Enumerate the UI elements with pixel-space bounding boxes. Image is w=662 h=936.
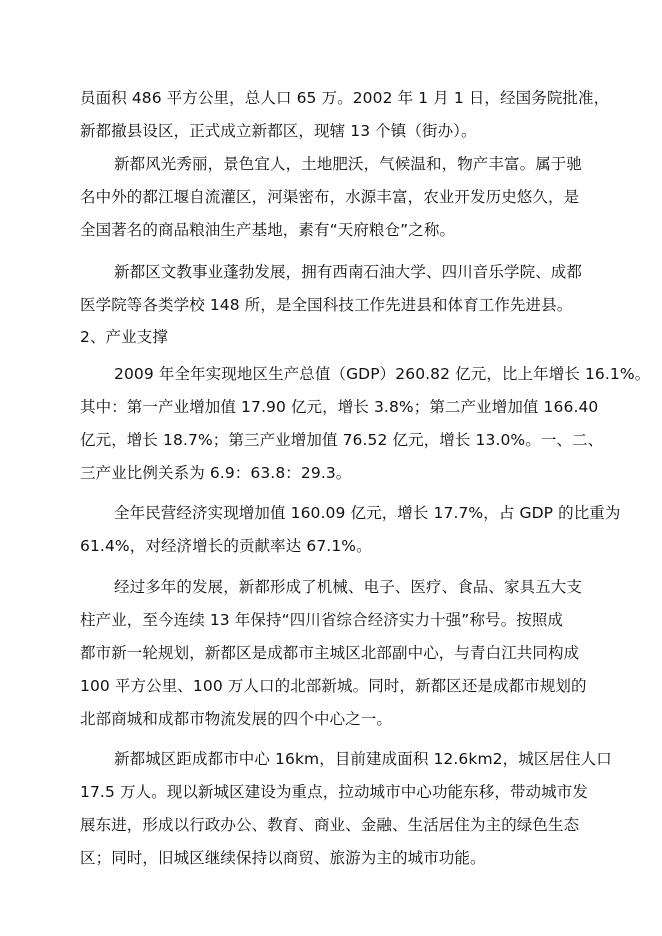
text-line: 柱产业，至今连续 13 年保持“四川省综合经济实力十强”称号。按照成: [80, 611, 564, 629]
text-line: 亿元，增长 18.7%；第三产业增加值 76.52 亿元，增长 13.0%。一、二、: [80, 431, 604, 449]
section-heading: 2、产业支撑: [80, 328, 168, 346]
paragraph-first-line: 经过多年的发展，新都形成了机械、电子、医疗、食品、家具五大支: [114, 578, 583, 596]
paragraph-first-line: 2009 年全年实现地区生产总值（GDP）260.82 亿元，比上年增长 16.1%。: [114, 365, 651, 383]
text-line: 都市新一轮规划，新都区是成都市主城区北部副中心，与青白江共同构成: [80, 644, 580, 662]
text-line: 医学院等各类学校 148 所，是全国科技工作先进县和体育工作先进县。: [80, 296, 573, 314]
text-line: 17.5 万人。现以新城区建设为重点，拉动城市中心功能东移，带动城市发: [80, 783, 588, 801]
text-line: 61.4%，对经济增长的贡献率达 67.1%。: [80, 537, 372, 555]
text-line: 其中：第一产业增加值 17.90 亿元，增长 3.8%；第二产业增加值 166.40: [80, 398, 599, 416]
text-line: 新都撤县设区，正式成立新都区，现辖 13 个镇（街办）。: [80, 122, 477, 140]
text-line: 展东进，形成以行政办公、教育、商业、金融、生活居住为主的绿色生态: [80, 816, 580, 834]
text-line: 区；同时，旧城区继续保持以商贸、旅游为主的城市功能。: [80, 849, 486, 867]
text-line: 北部商城和成都市物流发展的四个中心之一。: [80, 710, 393, 728]
paragraph-first-line: 全年民营经济实现增加值 160.09 亿元，增长 17.7%，占 GDP 的比重为: [114, 504, 621, 522]
text-line: 员面积 486 平方公里，总人口 65 万。2002 年 1 月 1 日，经国务院批准，: [80, 89, 610, 107]
paragraph-first-line: 新都区文教事业蓬勃发展，拥有西南石油大学、四川音乐学院、成都: [114, 263, 583, 281]
paragraph-first-line: 新都城区距成都市中心 16km，目前建成面积 12.6km2，城区居住人口: [114, 750, 612, 768]
paragraph-first-line: 新都风光秀丽，景色宜人，土地肥沃，气候温和，物产丰富。属于驰: [114, 155, 583, 173]
text-line: 全国著名的商品粮油生产基地，素有“天府粮仓”之称。: [80, 221, 456, 239]
text-line: 100 平方公里、100 万人口的北部新城。同时，新都区还是成都市规划的: [80, 677, 587, 695]
text-line: 名中外的都江堰自流灌区，河渠密布，水源丰富，农业开发历史悠久，是: [80, 188, 580, 206]
text-line: 三产业比例关系为 6.9：63.8：29.3。: [80, 464, 352, 482]
